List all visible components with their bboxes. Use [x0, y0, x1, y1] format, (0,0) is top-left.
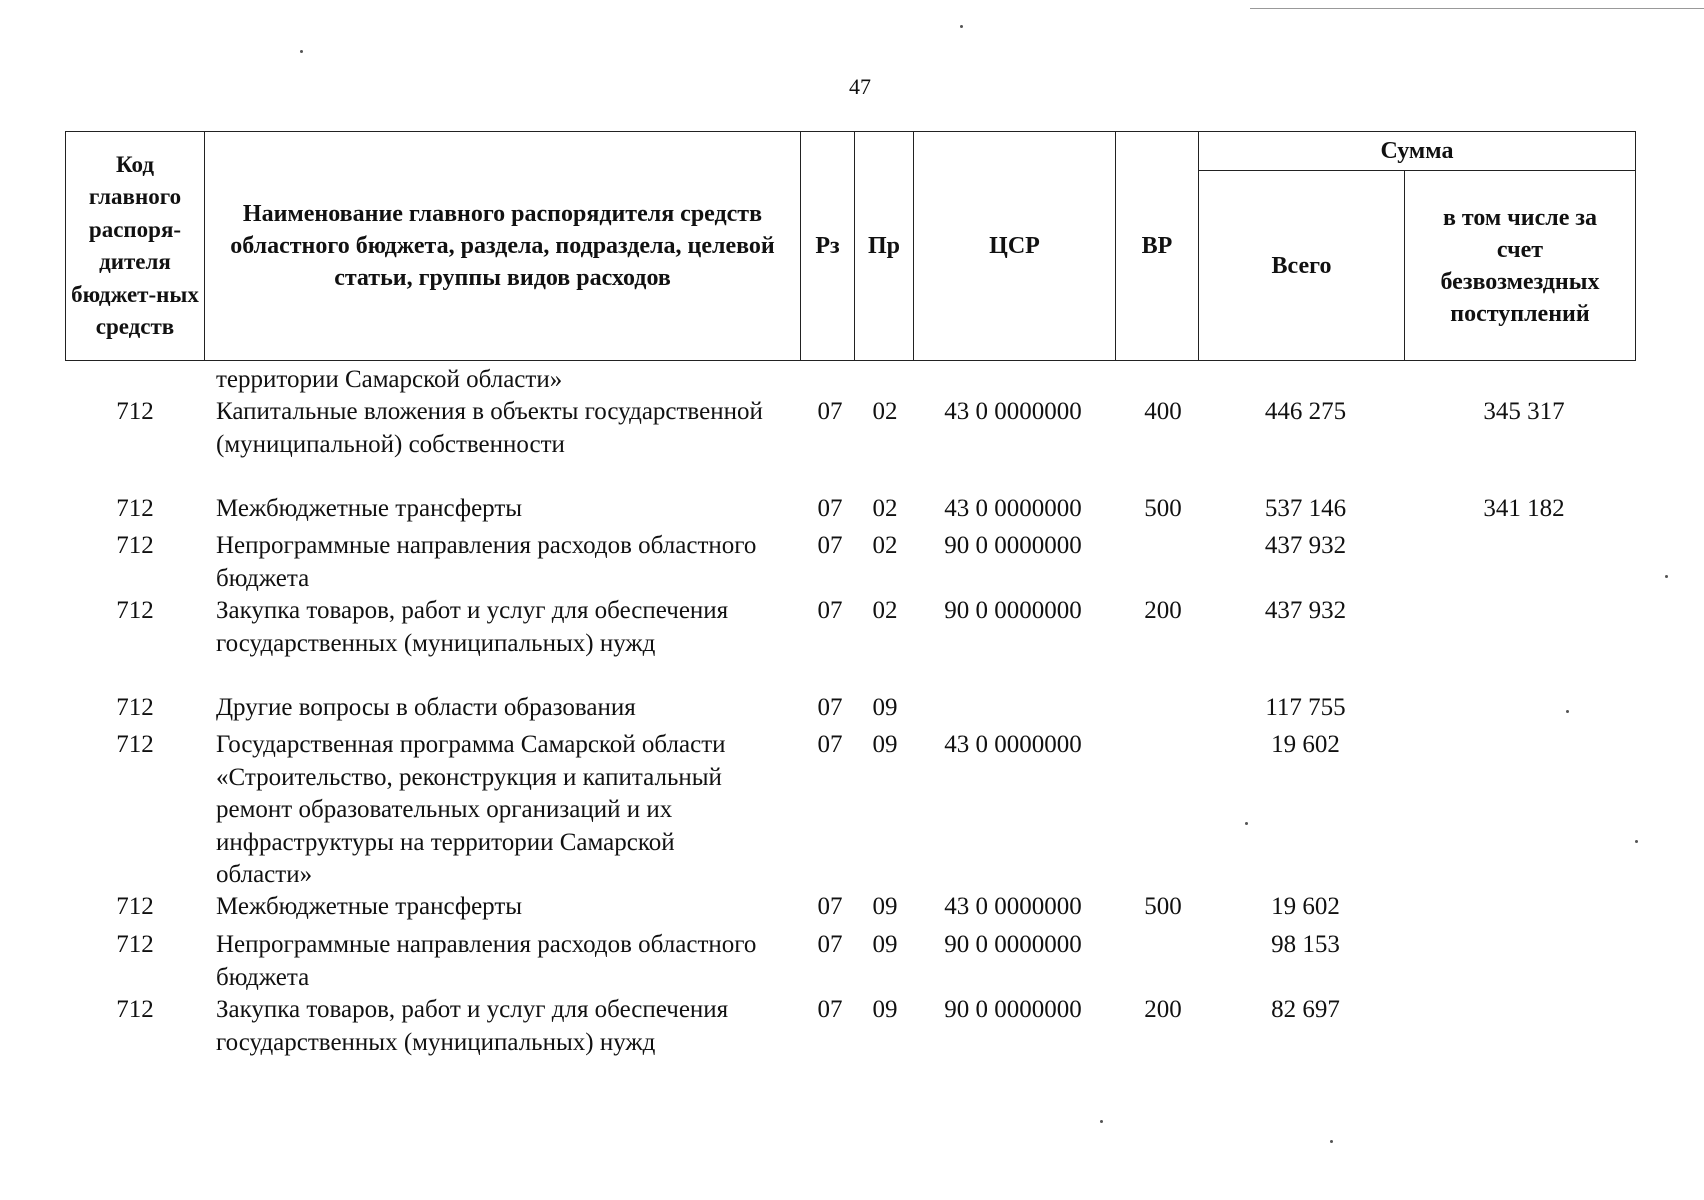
scan-speck: [1665, 575, 1668, 578]
cell-name: Другие вопросы в области образования: [216, 694, 636, 721]
scan-line-top: [1250, 8, 1704, 9]
cell-rz: 07: [817, 495, 843, 522]
cell-rz: 07: [817, 398, 843, 425]
cell-vr: 500: [1144, 495, 1182, 522]
cell-rz: 07: [817, 694, 843, 721]
scan-speck: [1635, 840, 1638, 843]
header-vr: ВР: [1115, 131, 1199, 361]
cell-total: 19 602: [1271, 893, 1340, 920]
cell-code: 712: [116, 893, 154, 920]
cell-code: 712: [116, 532, 154, 559]
cell-free: 345 317: [1483, 398, 1565, 425]
cell-pr: 09: [872, 731, 898, 758]
header-code: Код главного распоря-дителя бюджет-ных средств: [65, 131, 205, 361]
cell-pr: 09: [872, 996, 898, 1023]
header-free: в том числе за счет безвозмездных поступлений: [1404, 170, 1636, 361]
header-csr: ЦСР: [913, 131, 1116, 361]
header-name: Наименование главного распорядителя средств областного бюджета, раздела, подраздела, целевой статьи, группы видов расходов: [204, 131, 801, 361]
cell-name: Капитальные вложения в объекты государственной (муниципальной) собственности: [216, 398, 763, 458]
scan-speck: [1330, 1140, 1333, 1143]
cell-pr: 02: [872, 495, 898, 522]
cell-csr: 43 0 0000000: [944, 495, 1082, 522]
cell-total: 437 932: [1264, 532, 1347, 559]
cell-code: 712: [116, 694, 154, 721]
scan-speck: [300, 50, 303, 53]
cell-name: Межбюджетные трансферты: [216, 495, 523, 522]
continuation-text: территории Самарской области»: [216, 366, 563, 393]
scan-speck: [1566, 710, 1569, 713]
cell-pr: 02: [872, 532, 898, 559]
cell-name: Государственная программа Самарской области «Строительство, реконструкция и капитальный ремонт образовательных организаций и их инфраструктуры на территории Самарской области»: [216, 731, 726, 888]
cell-pr: 09: [872, 931, 898, 958]
cell-total: 117 755: [1265, 694, 1346, 721]
cell-vr: 200: [1144, 996, 1182, 1023]
cell-csr: 43 0 0000000: [944, 398, 1082, 425]
cell-total: 19 602: [1271, 731, 1340, 758]
cell-code: 712: [116, 996, 154, 1023]
header-total: Всего: [1198, 170, 1405, 361]
cell-rz: 07: [817, 996, 843, 1023]
header-sum: Сумма: [1198, 131, 1636, 171]
cell-code: 712: [116, 931, 154, 958]
cell-csr: 90 0 0000000: [944, 931, 1082, 958]
cell-free: 341 182: [1483, 495, 1565, 522]
cell-name: Непрограммные направления расходов областного бюджета: [216, 532, 757, 592]
cell-total: 82 697: [1271, 996, 1340, 1023]
cell-rz: 07: [817, 532, 843, 559]
cell-code: 712: [116, 495, 154, 522]
cell-total: 446 275: [1264, 398, 1347, 425]
cell-name: Межбюджетные трансферты: [216, 893, 523, 920]
cell-pr: 02: [872, 597, 898, 624]
cell-pr: 09: [872, 893, 898, 920]
cell-vr: 200: [1144, 597, 1182, 624]
cell-pr: 09: [872, 694, 898, 721]
cell-name: Закупка товаров, работ и услуг для обеспечения государственных (муниципальных) нужд: [216, 996, 729, 1056]
cell-total: 437 932: [1264, 597, 1347, 624]
cell-name: Закупка товаров, работ и услуг для обеспечения государственных (муниципальных) нужд: [216, 597, 729, 657]
cell-code: 712: [116, 597, 154, 624]
cell-vr: 400: [1144, 398, 1182, 425]
cell-total: 537 146: [1264, 495, 1347, 522]
page-number: 47: [849, 74, 871, 99]
cell-csr: 90 0 0000000: [944, 996, 1082, 1023]
cell-csr: 90 0 0000000: [944, 532, 1082, 559]
header-pr: Пр: [854, 131, 914, 361]
cell-code: 712: [116, 398, 154, 425]
cell-name: Непрограммные направления расходов областного бюджета: [216, 931, 757, 991]
scan-speck: [1100, 1120, 1103, 1123]
cell-pr: 02: [872, 398, 898, 425]
cell-rz: 07: [817, 931, 843, 958]
cell-rz: 07: [817, 731, 843, 758]
cell-total: 98 153: [1271, 931, 1340, 958]
cell-vr: 500: [1144, 893, 1182, 920]
cell-csr: 90 0 0000000: [944, 597, 1082, 624]
cell-csr: 43 0 0000000: [944, 731, 1082, 758]
header-rz: Рз: [800, 131, 855, 361]
scan-speck: [960, 25, 963, 28]
cell-rz: 07: [817, 893, 843, 920]
cell-rz: 07: [817, 597, 843, 624]
scan-speck: [1245, 822, 1248, 825]
cell-code: 712: [116, 731, 154, 758]
cell-csr: 43 0 0000000: [944, 893, 1082, 920]
